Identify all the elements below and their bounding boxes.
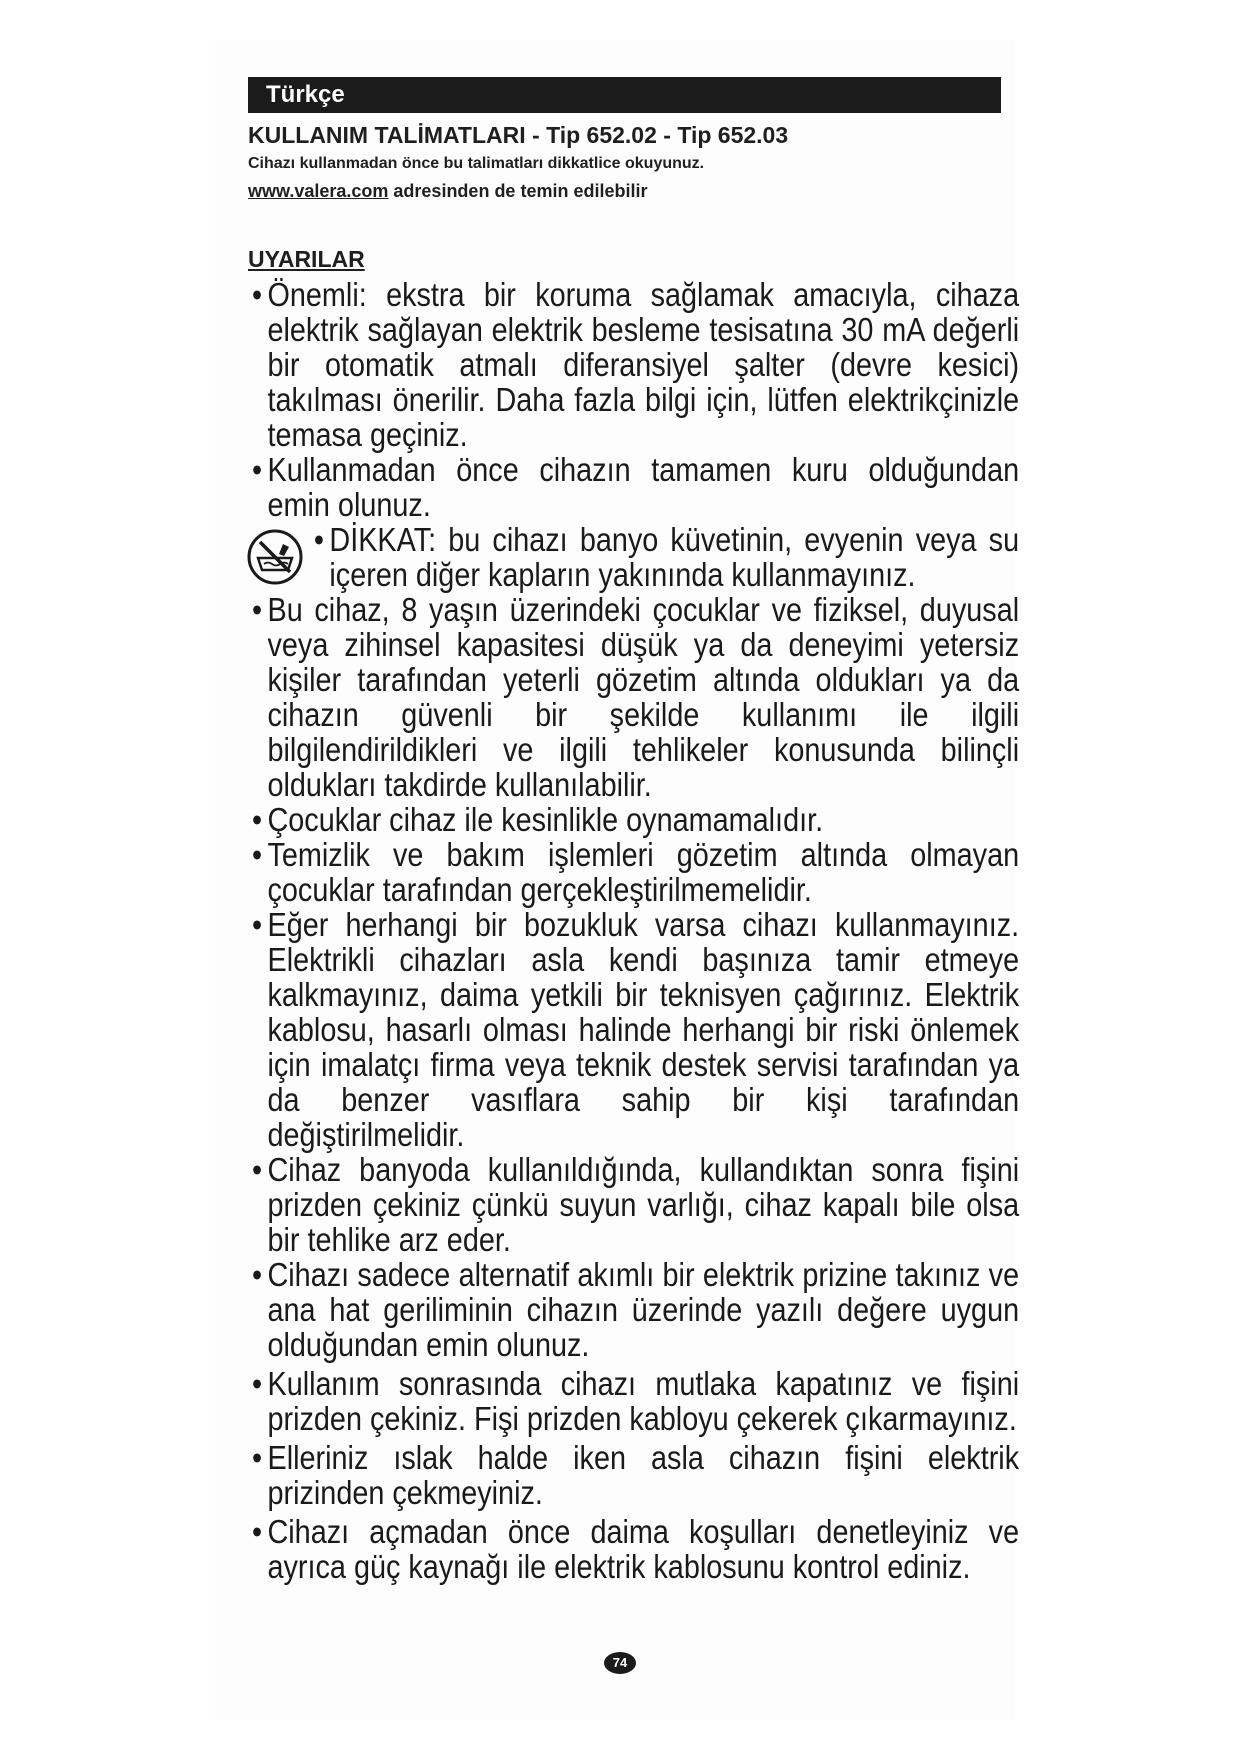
warning-text: Kullanım sonrasında cihazı mutlaka kapatınız ve fişini prizden çekiniz. Fişi prizden kabloyu çekerek çıkarmayınız.	[267, 1366, 1020, 1438]
warning-item-danger	[252, 523, 1019, 593]
warning-item	[252, 1258, 1019, 1363]
language-bar	[248, 77, 1001, 113]
warning-item	[252, 278, 1019, 453]
warning-text: Cihazı sadece alternatif akımlı bir elektrik prizine takınız ve ana hat geriliminin cihazın üzerinde yazılı değere uygun olduğundan emin olunuz.	[267, 1257, 1020, 1364]
warning-item	[252, 593, 1019, 803]
warning-text: Temizlik ve bakım işlemleri gözetim altında olmayan çocuklar tarafından gerçekleştirilmemelidir.	[267, 837, 1020, 909]
bullet-icon: •	[252, 592, 263, 629]
warning-text: Cihaz banyoda kullanıldığında, kullandıktan sonra fişini prizden çekiniz çünkü suyun varlığı, cihaz kapalı bile olsa bir tehlike arz eder.	[267, 1152, 1020, 1259]
warning-item	[252, 453, 1019, 523]
language-label: Türkçe	[266, 81, 345, 108]
bullet-icon: •	[252, 1366, 263, 1403]
warning-item	[252, 838, 1019, 908]
warning-item	[252, 803, 1019, 838]
bullet-icon: •	[252, 802, 263, 839]
warning-text: Kullanmadan önce cihazın tamamen kuru olduğundan emin olunuz.	[267, 452, 1020, 524]
warnings-list	[252, 277, 1020, 1586]
page-title: KULLANIM TALİMATLARI - Tip 652.02 - Tip 652.03	[248, 122, 789, 148]
warning-item	[252, 1153, 1019, 1258]
bullet-icon: •	[252, 1440, 263, 1477]
website-line	[248, 181, 647, 202]
bullet-icon: •	[252, 907, 263, 944]
warning-text: Elleriniz ıslak halde iken asla cihazın fişini elektrik prizinden çekmeyiniz.	[267, 1440, 1020, 1512]
page-number-badge: 74	[604, 1652, 636, 1674]
bullet-icon: •	[252, 1152, 263, 1189]
instructions-subtitle: Cihazı kullanmadan önce bu talimatları dikkatlice okuyunuz.	[248, 155, 705, 172]
warning-text: Önemli: ekstra bir koruma sağlamak amacıyla, cihaza elektrik sağlayan elektrik besleme tesisatına 30 mA değerli bir otomatik atmalı diferansiyel şalter (devre kesici) takılması önerilir. Daha fazla bilgi için, lütfen elektrikçinizle temasa geçiniz.	[267, 277, 1020, 454]
warning-text: Çocuklar cihaz ile kesinlikle oynamamalıdır.	[267, 802, 824, 839]
warning-item	[252, 1441, 1019, 1511]
warning-item	[252, 908, 1019, 1153]
website-suffix: adresinden de temin edilebilir	[388, 181, 648, 201]
bullet-icon: •	[252, 277, 263, 314]
warning-item	[252, 1367, 1019, 1437]
warning-item	[252, 1515, 1019, 1585]
warning-text: DİKKAT: bu cihazı banyo küvetinin, evyenin veya su içeren diğer kapların yakınında kullanmayınız.	[329, 522, 1020, 594]
bullet-icon: •	[313, 522, 325, 559]
bullet-icon: •	[252, 837, 263, 874]
bullet-icon: •	[252, 1257, 263, 1294]
warning-text: Cihazı açmadan önce daima koşulları denetleyiniz ve ayrıca güç kaynağı ile elektrik kablosunu kontrol ediniz.	[267, 1514, 1020, 1586]
website-link[interactable]: www.valera.com	[248, 181, 389, 201]
warning-text: Eğer herhangi bir bozukluk varsa cihazı kullanmayınız. Elektrikli cihazları asla kendi başınıza tamir etmeye kalkmayınız, daima yetkili bir teknisyen çağırınız. Elektrik kablosu, hasarlı olması halinde herhangi bir riski önlemek için imalatçı firma veya teknik destek servisi tarafından ya da benzer vasıflara sahip bir kişi tarafından değiştirilmelidir.	[267, 907, 1020, 1154]
warnings-heading: UYARILAR	[248, 246, 365, 272]
warning-text: Bu cihaz, 8 yaşın üzerindeki çocuklar ve fiziksel, duyusal veya zihinsel kapasitesi düşük ya da deneyimi yetersiz kişiler tarafından yeterli gözetim altında oldukları ya da cihazın güvenli bir şekilde kullanımı ile ilgili bilgilendirildikleri ve ilgili tehlikeler konusunda bilinçli oldukları takdirde kullanılabilir.	[267, 592, 1020, 804]
bullet-icon: •	[252, 452, 263, 489]
bullet-icon: •	[252, 1514, 263, 1551]
